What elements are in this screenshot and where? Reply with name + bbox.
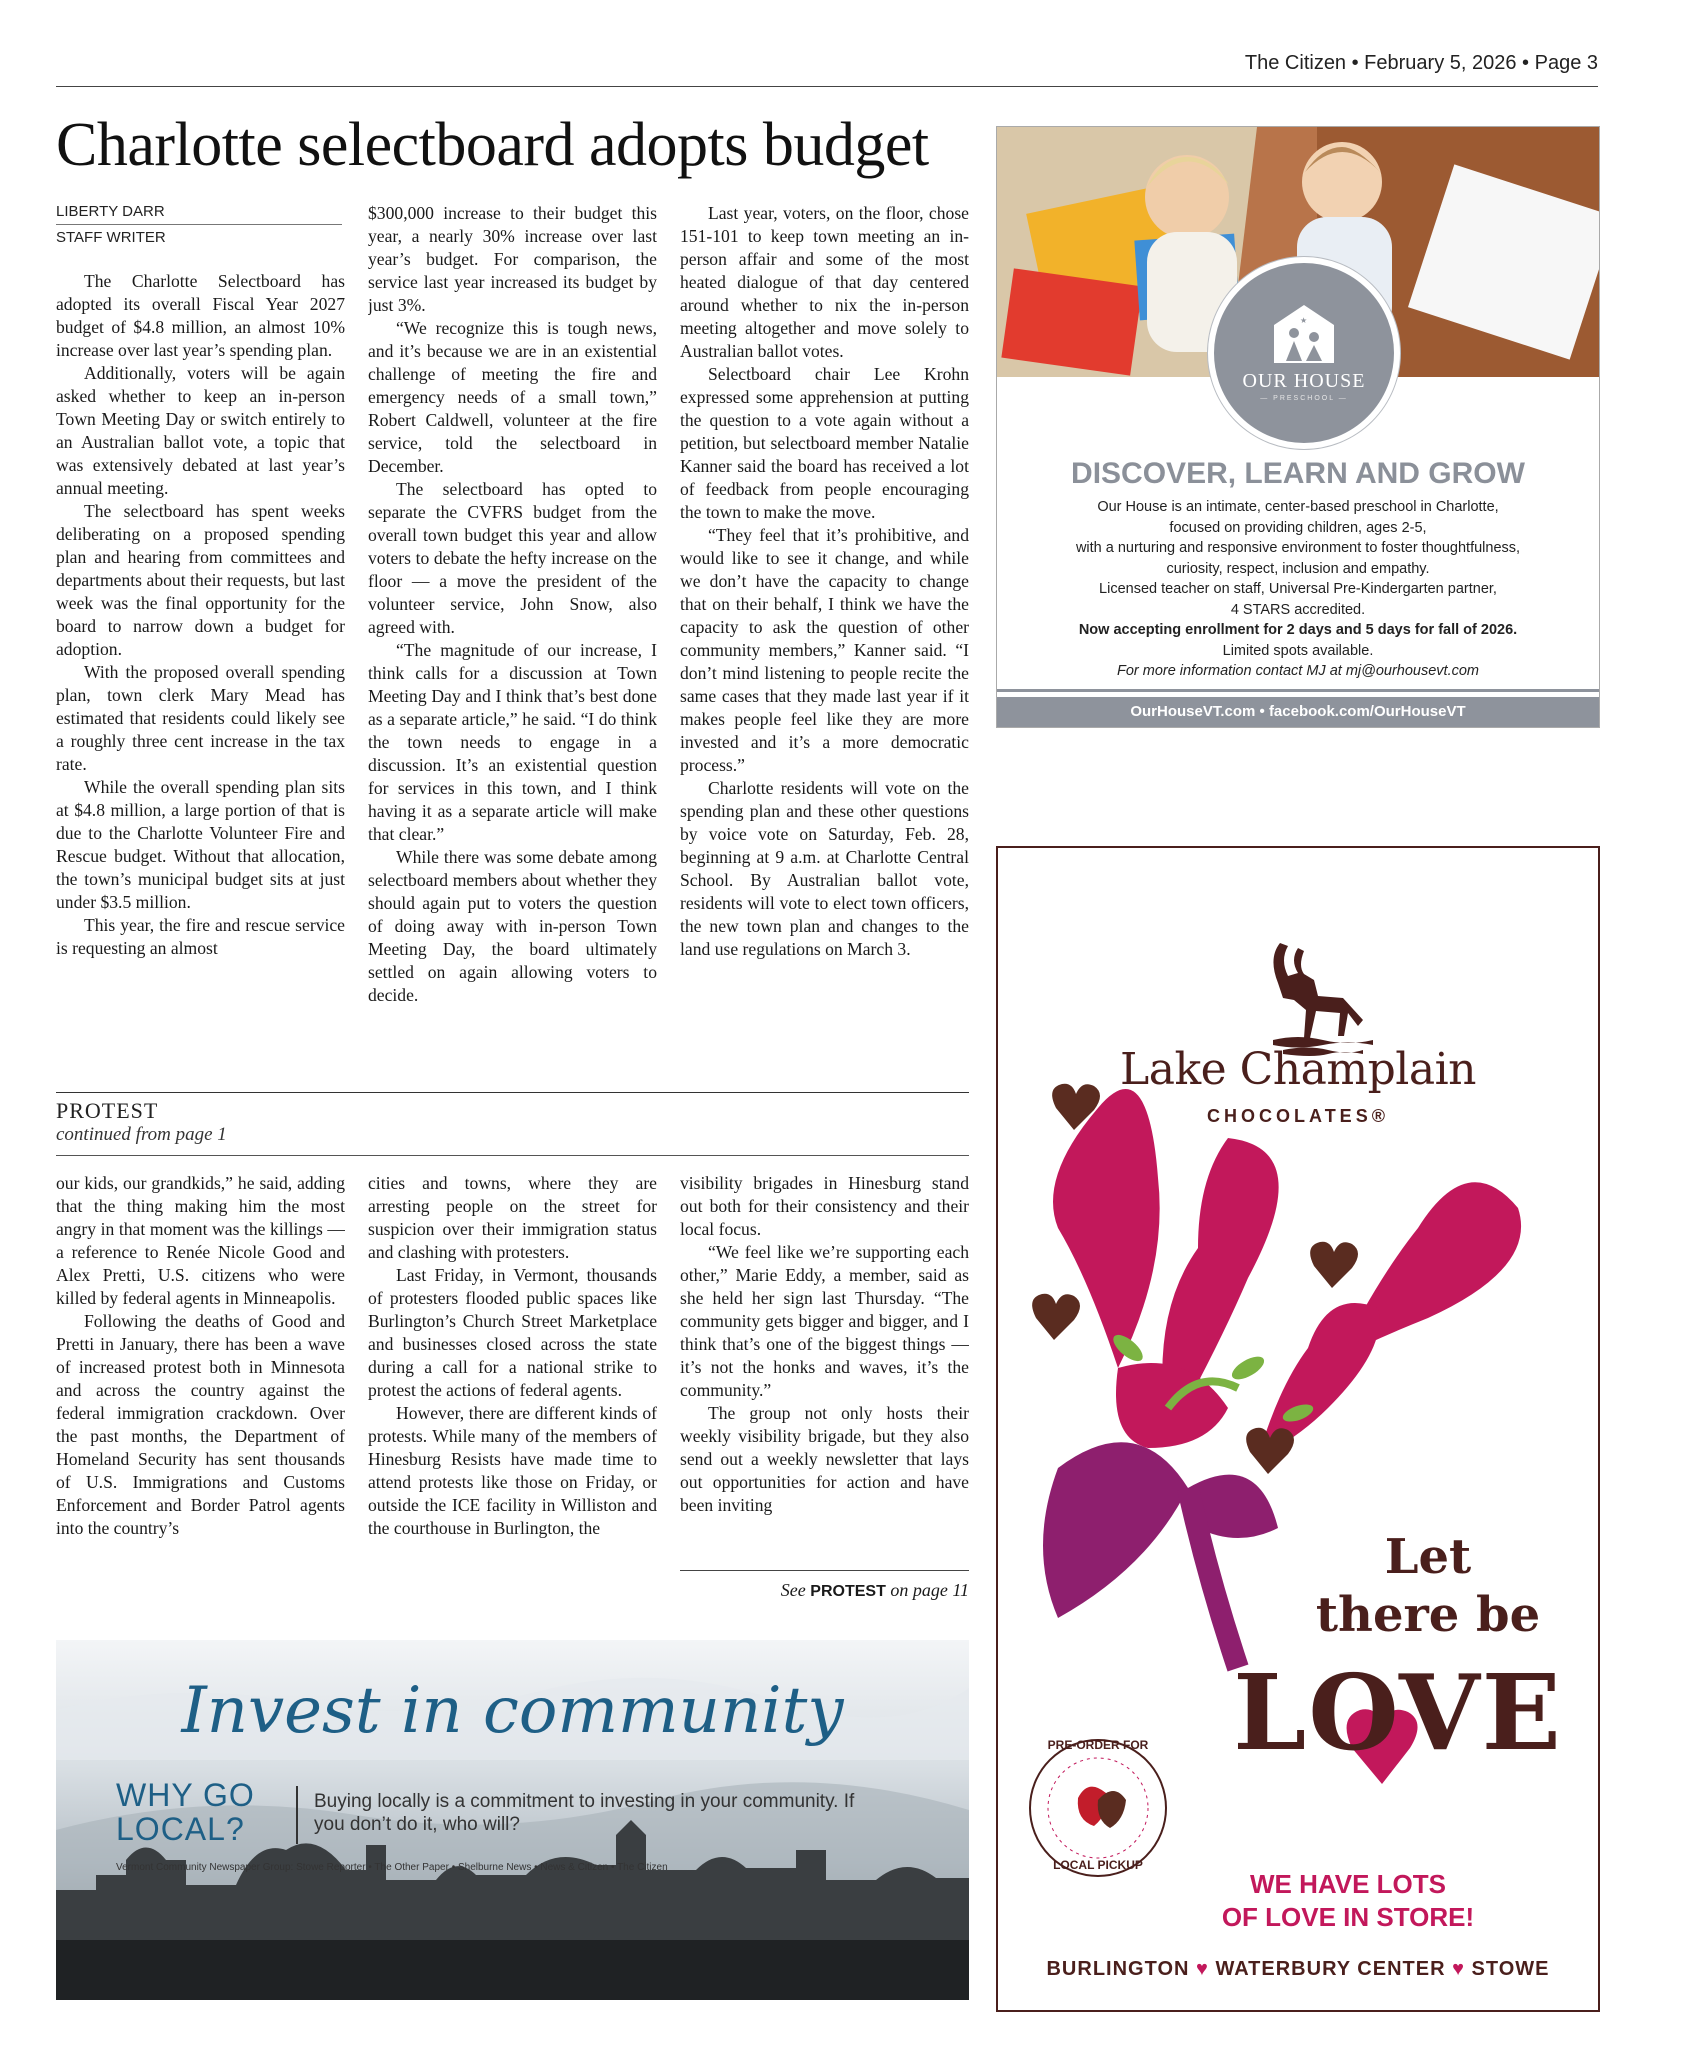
paragraph: visibility brigades in Hinesburg stand out both for their consistency and their local focus. bbox=[680, 1173, 969, 1239]
paragraph: Last Friday, in Vermont, thousands of protesters flooded public spaces like Burlington’s Church Street Marketplace and businesses closed across the state during a call for a national strike to protest the actions of federal agents. bbox=[368, 1265, 657, 1400]
deer-logo-icon bbox=[1273, 943, 1373, 1056]
our-house-logo bbox=[1208, 257, 1400, 449]
tagline-there-be: there be bbox=[1315, 1587, 1541, 1643]
footer-rule bbox=[997, 689, 1599, 692]
paragraph: The Charlotte Selectboard has adopted its overall Fiscal Year 2027 budget of $4.8 million, an almost 10% increase over last year’s spending plan. bbox=[56, 271, 345, 360]
svg-text:★: ★ bbox=[1300, 316, 1308, 325]
heart-icon: ♥ bbox=[1452, 1958, 1465, 1980]
preorder-text: PRE-ORDER FOR bbox=[1047, 1738, 1149, 1752]
paragraph: Selectboard chair Lee Krohn expressed some apprehension at putting the question to a vote again without a petition, but selectboard member Natalie Kanner said the board has received a lot of feedback from people encouraging the town to make the move. bbox=[680, 364, 969, 522]
why-line-2: LOCAL? bbox=[116, 1811, 245, 1847]
body-line: 4 STARS accredited. bbox=[1230, 601, 1366, 618]
tagline-let: Let bbox=[1384, 1529, 1472, 1585]
paragraph: “The magnitude of our increase, I think calls for a discussion at Town Meeting Day and I think that’s best done as a separate article,” he said. “I do think the town needs to engage in a discussion. It’s an existential question for services in this town, and I think having it as a separate article will make that clear.” bbox=[368, 640, 657, 844]
paragraph: our kids, our grandkids,” he said, adding that the thing making him the most angry in that moment was the killings — a reference to Renée Nicole Good and Alex Pretti, U.S. citizens who were killed by federal agents in Minneapolis. bbox=[56, 1173, 345, 1308]
store-burlington: BURLINGTON bbox=[1046, 1958, 1190, 1980]
paragraph: While the overall spending plan sits at $4.8 million, a large portion of that is due to the Charlotte Volunteer Fire and Rescue budget. Without that allocation, the town’s municipal budget sits at just under $3.5 million. bbox=[56, 777, 345, 912]
paragraph: “We recognize this is tough news, and it’s because we are in an existential challenge of meeting the fire and emergency needs of a small town,” Robert Caldwell, volunteer at the fire service, told the selectboard in December. bbox=[368, 318, 657, 476]
contact-line[interactable]: For more information contact MJ at mj@ourhousevt.com bbox=[1116, 663, 1480, 679]
store-waterbury-center: WATERBURY CENTER bbox=[1215, 1958, 1446, 1980]
paragraph: $300,000 increase to their budget this year, a nearly 30% increase over last year’s budget. For comparison, the service last year increased its budget by just 3%. bbox=[368, 203, 657, 315]
lcc-brand-sub: CHOCOLATES® bbox=[1207, 1106, 1389, 1126]
invest-body: Buying locally is a commitment to investing in your community. If you don’t do it, who will? bbox=[314, 1791, 855, 1835]
see-page-link[interactable] bbox=[680, 1580, 969, 1601]
protest-column-2 bbox=[368, 1172, 657, 1612]
byline-author: LIBERTY DARR bbox=[56, 202, 342, 225]
preorder-badge bbox=[1030, 1740, 1166, 1876]
body-line: Limited spots available. bbox=[1222, 642, 1374, 659]
protest-column-1 bbox=[56, 1172, 345, 1612]
see-keyword: PROTEST bbox=[810, 1583, 886, 1600]
article-column-1 bbox=[56, 270, 345, 1050]
paragraph: However, there are different kinds of protests. While many of the members of Hinesburg Resists have made time to attend protests like those on Friday, or outside the ICE facility in Williston and the courthouse in Burlington, the bbox=[368, 1403, 657, 1538]
lcc-brand-name: Lake Champlain bbox=[1120, 1044, 1476, 1095]
paragraph: “They feel that it’s prohibitive, and would like to see it change, and while we don’t have the capacity to change that on their behalf, I think we have the capacity to ask the question of other community members,” Kanner said. “I don’t mind listening to people recite the same cases that they made last year if it makes people feel like they are more invested and it’s a more democratic process.” bbox=[680, 525, 969, 775]
lcc-artwork bbox=[998, 848, 1598, 2010]
why-line-1: WHY GO bbox=[116, 1777, 255, 1813]
paragraph: Additionally, voters will be again asked whether to keep an in-person Town Meeting Day or switch entirely to an Australian ballot vote, a topic that was extensively debated at last year’s annual meeting. bbox=[56, 363, 345, 498]
invest-community-ad[interactable] bbox=[56, 1640, 969, 2000]
article-column-2 bbox=[368, 202, 657, 1050]
why-go-local bbox=[116, 1778, 286, 1846]
running-head: The Citizen • February 5, 2026 • Page 3 bbox=[1244, 52, 1598, 74]
body-line: curiosity, respect, inclusion and empathy. bbox=[1166, 560, 1430, 577]
our-house-body bbox=[1017, 497, 1579, 682]
article-headline: Charlotte selectboard adopts budget bbox=[56, 111, 929, 179]
paragraph: Charlotte residents will vote on the spending plan and these other questions by voice vote on Saturday, Feb. 28, beginning at 9 a.m. at Charlotte Central School. By Australian ballot vote, residents will vote to elect town officers, the new town plan and changes to the land use regulations on March 3. bbox=[680, 778, 969, 959]
house-family-icon bbox=[1214, 263, 1394, 443]
body-line: with a nurturing and responsive environment to foster thoughtfulness, bbox=[1075, 540, 1521, 556]
paragraph: Following the deaths of Good and Pretti in January, there has been a wave of increased protest both in Minnesota and across the country against the federal immigration crackdown. Over the past months, the Department of Homeland Security has sent thousands of U.S. Immigrations and Customs Enforcement and Border Patrol agents into the country’s bbox=[56, 1311, 345, 1538]
our-house-logo-name: OUR HOUSE bbox=[1242, 370, 1366, 392]
lake-champlain-ad[interactable] bbox=[996, 846, 1600, 2012]
store-stowe: STOWE bbox=[1471, 1958, 1550, 1980]
enrollment-line: Now accepting enrollment for 2 days and 5 days for fall of 2026. bbox=[1078, 622, 1518, 638]
paragraph: While there was some debate among selectboard members about whether they should again put to voters the question of doing away with in-person Town Meeting Day, the board ultimately settled on again allowing voters to decide. bbox=[368, 847, 657, 1005]
lots-line-2: OF LOVE IN STORE! bbox=[1221, 1902, 1475, 1932]
jump-title: PROTEST bbox=[56, 1098, 159, 1123]
invest-credit: Vermont Community Newspaper Group: Stowe Reporter • The Other Paper • Shelburne News • News & Citizen • The Citizen bbox=[116, 1862, 668, 1873]
body-line: Licensed teacher on staff, Universal Pre-Kindergarten partner, bbox=[1099, 581, 1497, 597]
paragraph: “We feel like we’re supporting each other,” Marie Eddy, a member, said as she held her sign last Thursday. “The community gets bigger and bigger, and I think that’s one of the biggest things — it’s not the honks and waves, it’s the community.” bbox=[680, 1242, 969, 1400]
section-rule bbox=[56, 1155, 969, 1156]
our-house-ad[interactable] bbox=[996, 126, 1600, 728]
local-pickup-text: LOCAL PICKUP bbox=[1053, 1858, 1143, 1872]
see-rule bbox=[680, 1570, 969, 1571]
lcc-store-locations bbox=[998, 1958, 1598, 1981]
paragraph: The group not only hosts their weekly visibility brigade, but they also send out a weekly newsletter that lays out opportunities for action and have been inviting bbox=[680, 1403, 969, 1515]
our-house-footer-links[interactable]: OurHouseVT.com • facebook.com/OurHouseVT bbox=[997, 697, 1599, 727]
body-line: Our House is an intimate, center-based preschool in Charlotte, bbox=[1097, 499, 1499, 515]
lcc-love-word: LOVE bbox=[1233, 1651, 1563, 1774]
body-line: focused on providing children, ages 2-5, bbox=[1169, 519, 1427, 536]
byline-title: STAFF WRITER bbox=[56, 229, 166, 246]
our-house-headline: DISCOVER, LEARN AND GROW bbox=[1071, 457, 1525, 490]
our-house-logo-sub: — PRESCHOOL — bbox=[1260, 395, 1348, 402]
invest-title: Invest in community bbox=[181, 1674, 844, 1748]
see-prefix: See bbox=[780, 1580, 806, 1600]
see-suffix: on page 11 bbox=[890, 1580, 969, 1600]
article-column-3 bbox=[680, 202, 969, 1050]
section-rule bbox=[56, 1092, 969, 1093]
paragraph: Last year, voters, on the floor, chose 151-101 to keep town meeting an in-person affair and some of the most heated dialogue of that day centered around whether to nix the in-person meeting altogether and move solely to Australian ballot votes. bbox=[680, 203, 969, 361]
header-rule bbox=[56, 86, 1598, 87]
divider bbox=[296, 1786, 298, 1844]
paragraph: cities and towns, where they are arresting people on the street for suspicion over their immigration status and clashing with protesters. bbox=[368, 1173, 657, 1262]
lcc-lots-of-love bbox=[1138, 1868, 1558, 1934]
protest-column-3 bbox=[680, 1172, 969, 1542]
paragraph: The selectboard has opted to separate the CVFRS budget from the overall town budget this year and allow voters to debate the hefty increase on the floor — a move the president of the volunteer service, John Snow, also agreed with. bbox=[368, 479, 657, 637]
paragraph: The selectboard has spent weeks deliberating on a proposed spending plan and hearing from committees and departments about their requests, but last week was the final opportunity for the board to narrow down a budget for adoption. bbox=[56, 501, 345, 659]
lcc-tagline bbox=[1278, 1528, 1578, 1644]
lots-line-1: WE HAVE LOTS bbox=[1250, 1869, 1446, 1899]
jump-subtitle: continued from page 1 bbox=[56, 1124, 227, 1145]
heart-icon: ♥ bbox=[1196, 1958, 1209, 1980]
paragraph: This year, the fire and rescue service is requesting an almost bbox=[56, 915, 345, 958]
paragraph: With the proposed overall spending plan, town clerk Mary Mead has estimated that residents could likely see a roughly three cent increase in the tax rate. bbox=[56, 662, 345, 774]
